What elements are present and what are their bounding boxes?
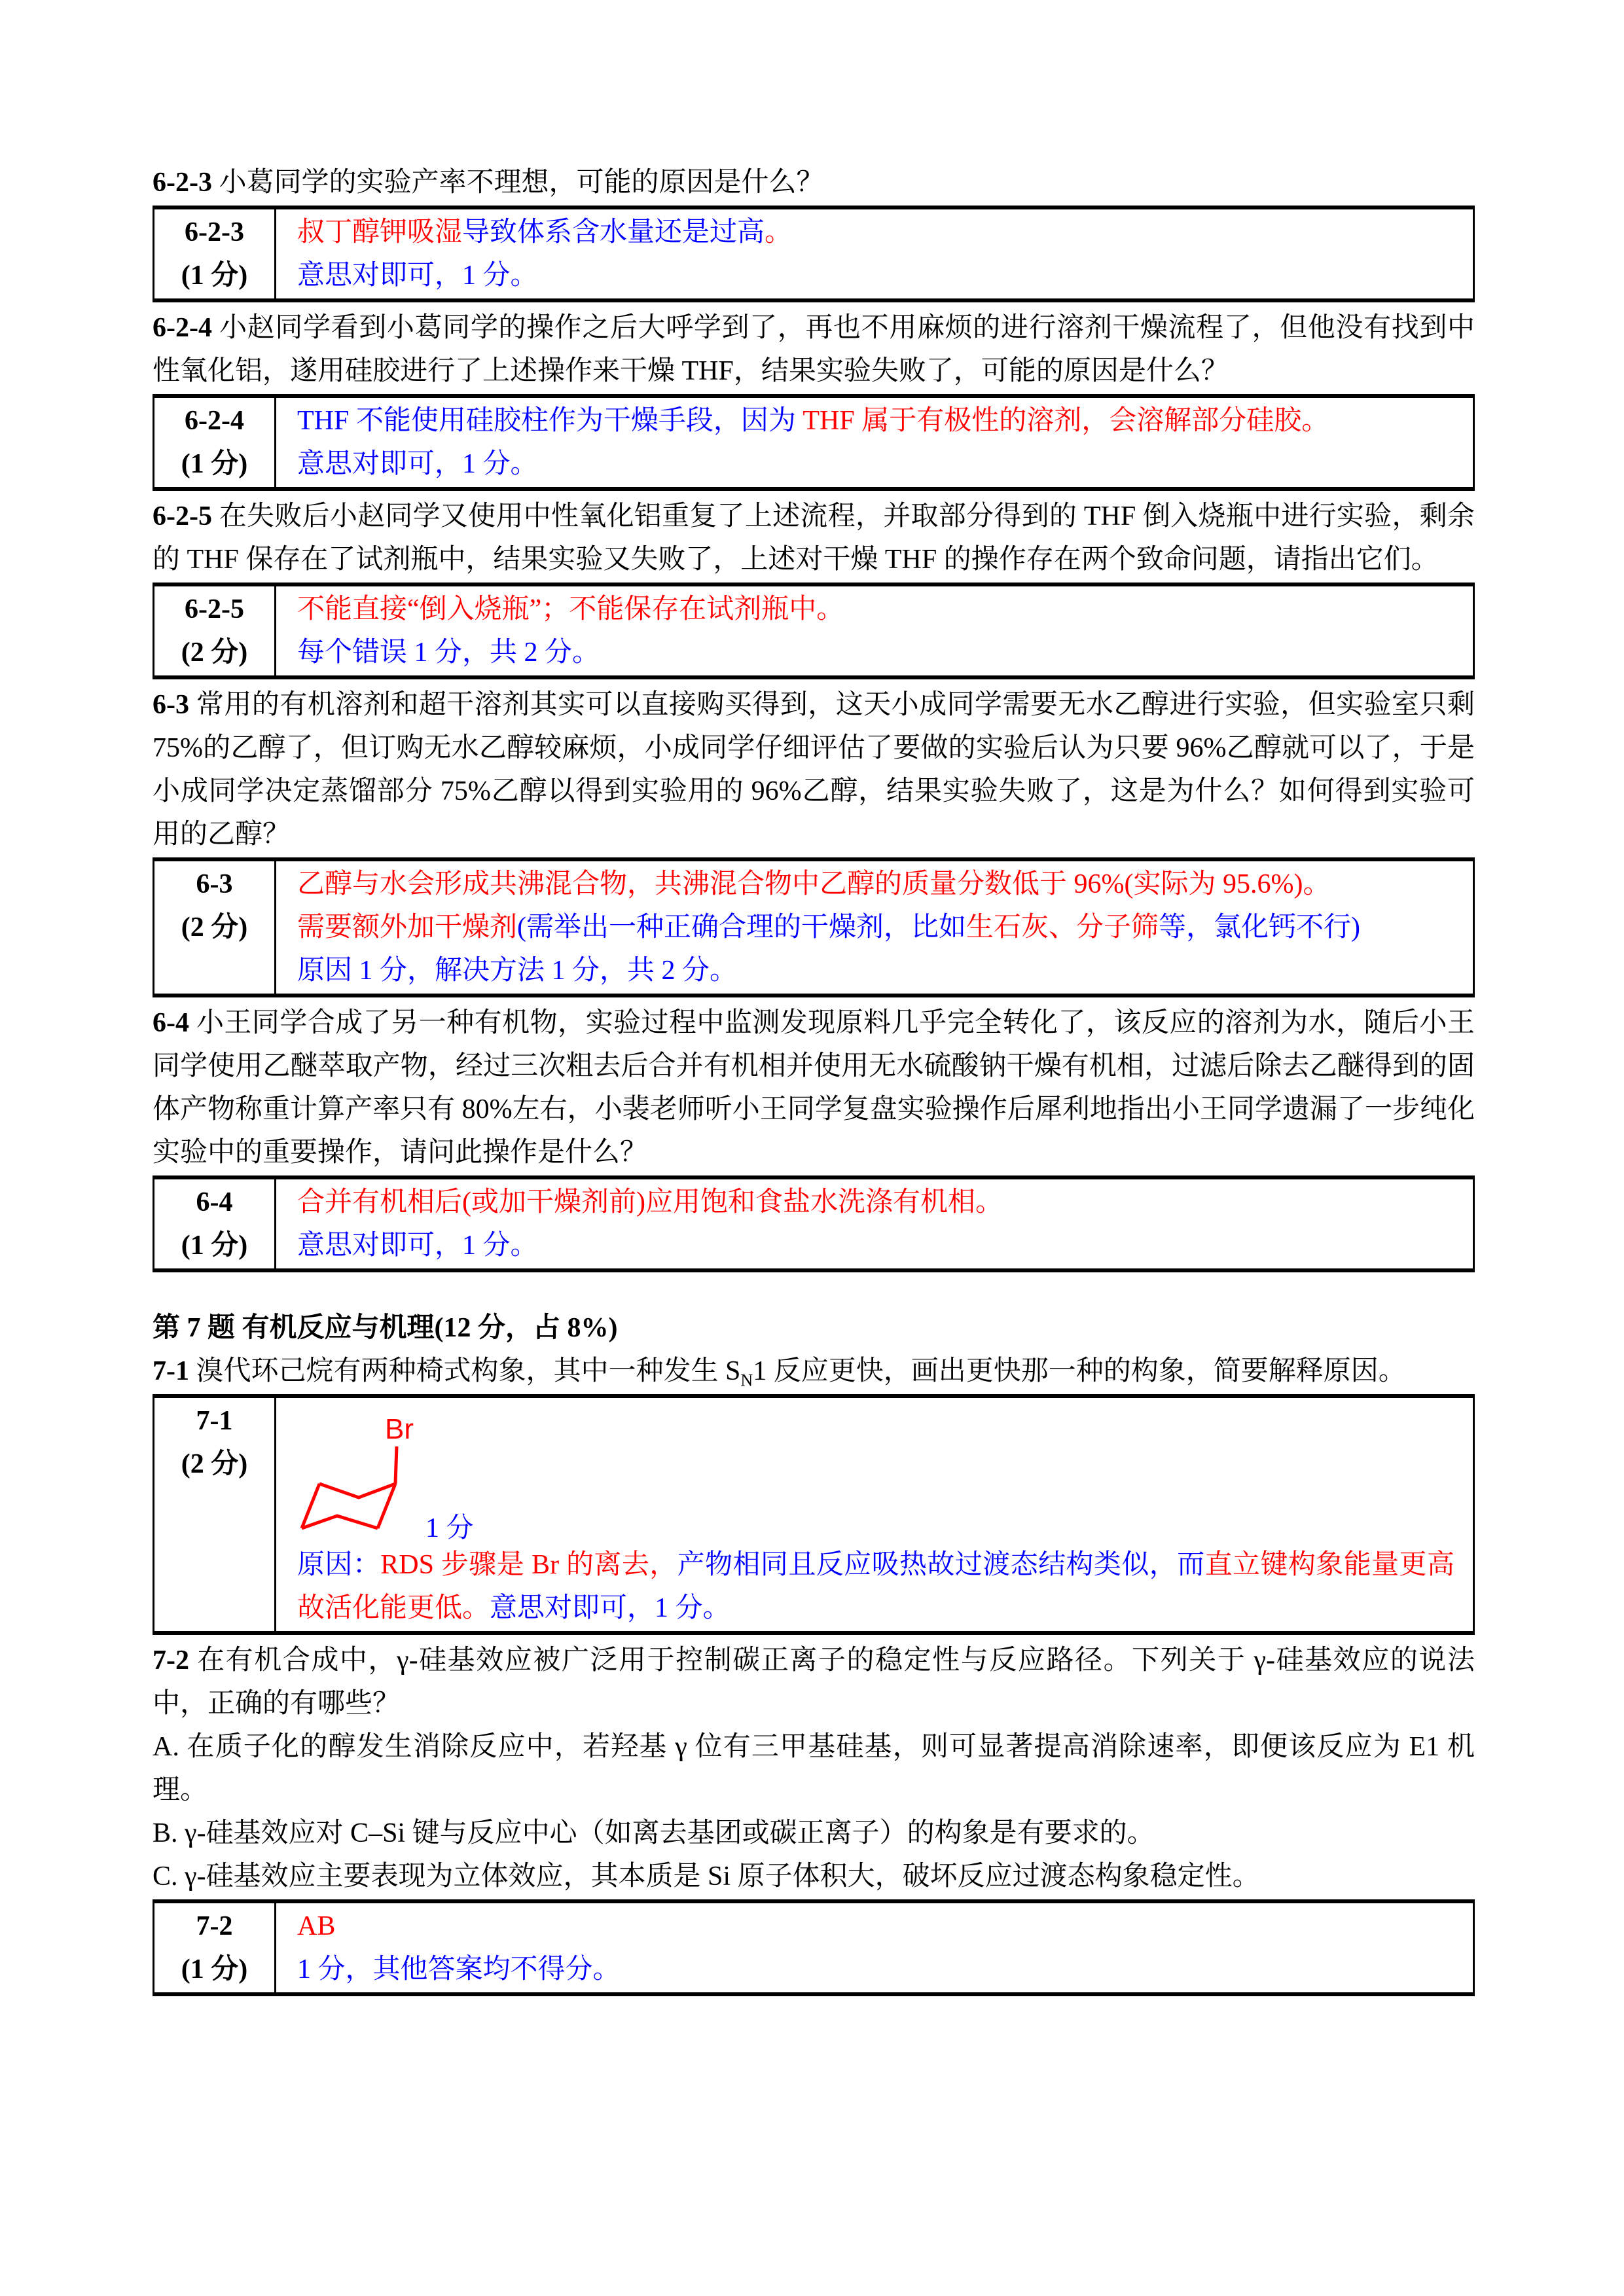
answer-box-label-cell (154, 1179, 276, 1268)
bond-line (395, 1446, 397, 1484)
text-segment: 不能直接“倒入烧瓶”；不能保存在试剂瓶中。 (297, 594, 844, 624)
answer-line (297, 949, 1454, 992)
answer-box-7-1 (153, 1394, 1475, 1635)
answer-line (297, 906, 1454, 949)
text-segment: 生石灰、分子筛 (966, 912, 1159, 942)
question-paragraph-q-6-4 (153, 1001, 1475, 1174)
question-paragraph-opt-a (153, 1725, 1475, 1812)
structure-score-note: 1 分 (425, 1513, 474, 1543)
answer-box-body (276, 861, 1473, 994)
answer-box-body (276, 398, 1473, 487)
answer-box-6-3 (153, 857, 1475, 997)
answer-line (297, 863, 1454, 906)
text-segment: THF 属于有极性的溶剂，会溶解部分硅胶。 (803, 406, 1329, 436)
text-segment: 原因： (297, 1550, 381, 1580)
text-segment: 小葛同学的实验产率不理想，可能的原因是什么？ (211, 168, 824, 198)
text-segment: C. γ-硅基效应主要表现为立体效应，其本质是 Si 原子体积大，破坏反应过渡态构象稳定性。 (153, 1861, 1260, 1892)
answer-line (297, 442, 1454, 486)
answer-line (297, 399, 1454, 442)
answer-box-label-cell (154, 1398, 276, 1631)
answer-line (297, 1905, 1454, 1948)
answer-box-score: (2 分) (181, 637, 248, 668)
answer-line (297, 1948, 1454, 1991)
text-segment: 直立键构象能量更高故活化能更低。 (297, 1550, 1454, 1623)
answer-box-id: 7-1 (196, 1406, 233, 1436)
text-segment: 小王同学合成了另一种有机物，实验过程中监测发现原料几乎完全转化了，该反应的溶剂为水，随后小王同学使用乙醚萃取产物，经过三次粗去后合并有机相并使用无水硫酸钠干燥有机相，过滤后除去乙醚得到的固体产物称重计算产率只有 80%左右，小裴老师听小王同学复盘实验操作后犀利地指出小王同学遗漏了一步纯化实验中的重要操作，请问此操作是什么？ (153, 1008, 1475, 1168)
cyclohexane-axial-br-structure (300, 1408, 522, 1543)
text-segment: 意思对即可，1 分。 (490, 1593, 731, 1623)
text-segment: (需举出一种正确合理的干燥剂，比如 (517, 912, 967, 942)
question-paragraph-q-6-2-3 (153, 161, 1475, 204)
bond-line (302, 1516, 378, 1528)
answer-box-score: (1 分) (181, 449, 248, 479)
section-header (153, 1306, 1475, 1350)
question-number: 6-2-5 (153, 501, 212, 531)
text-segment: AB (297, 1911, 336, 1941)
text-segment: 1 反应更快，画出更快那一种的构象，简要解释原因。 (753, 1356, 1406, 1386)
question-paragraph-q-6-2-4 (153, 306, 1475, 393)
question-number: 第 7 题 有机反应与机理(12 分，占 8%) (153, 1313, 618, 1343)
text-segment: N (740, 1371, 753, 1390)
page-content (153, 161, 1475, 2000)
answer-box-label-cell (154, 209, 276, 298)
question-paragraph-q-7-1 (153, 1350, 1475, 1393)
chair-conformation-drawing (300, 1408, 1454, 1543)
answer-box-id: 6-3 (196, 869, 233, 899)
text-segment: 每个错误 1 分，共 2 分。 (297, 637, 600, 668)
answer-box-label-cell (154, 398, 276, 487)
answer-line (297, 631, 1454, 674)
answer-box-6-2-3 (153, 206, 1475, 302)
text-segment: 等，氯化钙不行) (1159, 912, 1361, 942)
answer-box-body (276, 1398, 1473, 1631)
text-segment: 产物相同且反应吸热故过渡态结构类似，而 (677, 1550, 1205, 1580)
answer-line (297, 254, 1454, 297)
answer-box-id: 6-4 (196, 1187, 233, 1217)
answer-box-id: 6-2-3 (185, 217, 244, 247)
text-segment: B. γ-硅基效应对 C–Si 键与反应中心（如离去基团或碳正离子）的构象是有要求的。 (153, 1818, 1155, 1848)
answer-line (297, 588, 1454, 631)
answer-box-score: (1 分) (181, 1230, 248, 1261)
text-segment: 合并有机相后(或加干燥剂前)应用饱和食盐水洗涤有机相。 (297, 1187, 1003, 1217)
question-number: 6-2-4 (153, 313, 212, 343)
answer-box-label-cell (154, 586, 276, 675)
answer-box-6-2-4 (153, 394, 1475, 491)
question-number: 7-1 (153, 1356, 189, 1386)
text-segment: 1 分，其他答案均不得分。 (297, 1954, 621, 1984)
question-number: 6-3 (153, 690, 189, 720)
question-paragraph-q-7-2 (153, 1639, 1475, 1725)
answer-box-score: (1 分) (181, 1954, 248, 1984)
answer-line (297, 1543, 1454, 1630)
answer-box-body (276, 209, 1473, 298)
answer-box-id: 6-2-5 (185, 594, 244, 624)
text-segment: 导致体系含水量还是过高 (462, 217, 765, 247)
answer-box-7-2 (153, 1899, 1475, 1996)
question-number: 6-4 (153, 1008, 189, 1038)
answer-box-score: (2 分) (181, 1449, 248, 1479)
question-paragraph-q-6-2-5 (153, 495, 1475, 581)
text-segment: 。 (765, 217, 793, 247)
text-segment: 溴代环己烷有两种椅式构象，其中一种发生 S (189, 1356, 741, 1386)
text-segment: 乙醇与水会形成共沸混合物，共沸混合物中乙醇的质量分数低于 96%(实际为 95.6%)。 (297, 869, 1331, 899)
text-segment: A. 在质子化的醇发生消除反应中，若羟基 γ 位有三甲基硅基，则可显著提高消除速率，即便该反应为 E1 机理。 (153, 1732, 1475, 1805)
answer-box-id: 7-2 (196, 1911, 233, 1941)
answer-line (297, 1181, 1454, 1224)
answer-box-body (276, 1179, 1473, 1268)
answer-box-6-2-5 (153, 583, 1475, 679)
text-segment: 意思对即可，1 分。 (297, 260, 538, 291)
answer-line (297, 211, 1454, 254)
answer-box-body (276, 586, 1473, 675)
question-paragraph-opt-b (153, 1812, 1475, 1855)
bond-line (319, 1484, 395, 1498)
answer-box-6-4 (153, 1175, 1475, 1272)
text-segment: 在有机合成中，γ-硅基效应被广泛用于控制碳正离子的稳定性与反应路径。下列关于 γ-硅基效应的说法中，正确的有哪些？ (153, 1645, 1475, 1719)
text-segment: 需要额外加干燥剂 (297, 912, 518, 942)
answer-box-label-cell (154, 1903, 276, 1992)
question-number: 6-2-3 (153, 168, 212, 198)
question-number: 7-2 (153, 1645, 189, 1676)
br-atom-label: Br (385, 1413, 414, 1445)
text-segment: 意思对即可，1 分。 (297, 449, 538, 479)
text-segment: 常用的有机溶剂和超干溶剂其实可以直接购买得到，这天小成同学需要无水乙醇进行实验，但实验室只剩 75%的乙醇了，但订购无水乙醇较麻烦，小成同学仔细评估了要做的实验后认为只要 96%乙醇就可以了，于是小成同学决定蒸馏部分 75%乙醇以得到实验用的 96%乙醇，结果实验失败了，这是为什么？如何得到实验可用的乙醇？ (153, 690, 1475, 850)
answer-box-label-cell (154, 861, 276, 994)
text-segment: 小赵同学看到小葛同学的操作之后大呼学到了，再也不用麻烦的进行溶剂干燥流程了，但他没有找到中性氧化铝，遂用硅胶进行了上述操作来干燥 THF，结果实验失败了，可能的原因是什么？ (153, 313, 1475, 386)
question-paragraph-opt-c (153, 1855, 1475, 1898)
question-paragraph-q-6-3 (153, 683, 1475, 856)
answer-box-body (276, 1903, 1473, 1992)
text-segment: 在失败后小赵同学又使用中性氧化铝重复了上述流程，并取部分得到的 THF 倒入烧瓶中进行实验，剩余的 THF 保存在了试剂瓶中，结果实验又失败了，上述对干燥 THF 的操作存在两个致命问题，请指出它们。 (153, 501, 1475, 575)
answer-box-score: (1 分) (181, 260, 248, 291)
text-segment: 叔丁醇钾吸湿 (297, 217, 463, 247)
text-segment: 意思对即可，1 分。 (297, 1230, 538, 1261)
text-segment: RDS 步骤是 Br 的离去， (380, 1550, 677, 1580)
answer-box-score: (2 分) (181, 912, 248, 942)
text-segment: 原因 1 分，解决方法 1 分，共 2 分。 (297, 956, 738, 986)
text-segment: THF 不能使用硅胶柱作为干燥手段，因为 (297, 406, 803, 436)
answer-box-id: 6-2-4 (185, 406, 244, 436)
answer-line (297, 1224, 1454, 1267)
